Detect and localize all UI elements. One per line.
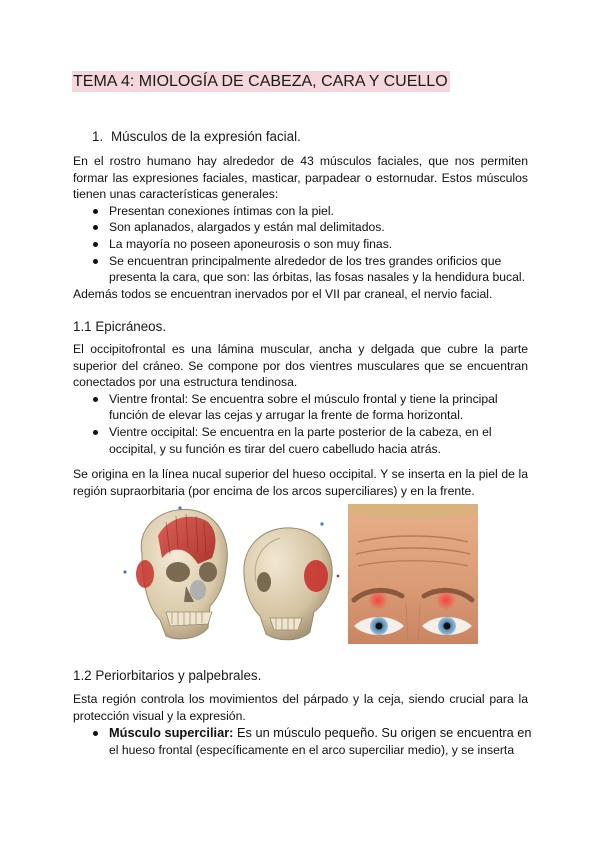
section-1-closing: Además todos se encuentran inervados por el VII par craneal, el nervio facial.: [73, 286, 493, 301]
bullet-dot: [93, 397, 98, 402]
bullet-text: Son aplanados, alargados y están mal delimitados.: [109, 220, 385, 235]
bullet-text-rest: Es un músculo pequeño. Su origen se encuentra en: [233, 725, 532, 740]
section-1-2-heading: 1.2 Periorbitarios y palpebrales.: [73, 668, 262, 683]
section-1-intro-line-1: En el rostro humano hay alrededor de 43 músculos faciales, que nos permiten: [73, 154, 528, 168]
section-1-1-intro-line-3: conectados por una estructura tendinosa.: [73, 375, 298, 390]
section-1-1-origin-line-2: región supraorbitaria (por encima de los arcos superciliares) y en la frente.: [73, 483, 475, 498]
bullet-text: Vientre frontal: Se encuentra sobre el músculo frontal y tiene la principal: [109, 391, 498, 406]
page-title: TEMA 4: MIOLOGÍA DE CABEZA, CARA Y CUELLO: [73, 73, 448, 90]
bullet-text: presenta la cara, que son: las órbitas, las fosas nasales y la hendidura bucal.: [109, 270, 525, 285]
bullet-text: La mayoría no poseen aponeurosis o son muy finas.: [109, 237, 393, 251]
section-1-2-intro-line-2: protección visual y la expresión.: [73, 708, 246, 723]
bullet-dot: [93, 430, 98, 435]
section-1-intro-line-3: tienen unas características generales:: [73, 187, 279, 202]
bullet-dot: [93, 731, 98, 736]
skull-front-view-figure: [120, 502, 238, 646]
section-1-2-intro-line-1: Esta región controla los movimientos del párpado y la ceja, siendo crucial para la: [73, 692, 528, 706]
bullet-text: función de elevar las cejas y arrugar la frente de forma horizontal.: [109, 408, 464, 423]
section-1-heading: Músculos de la expresión facial.: [111, 129, 301, 144]
bullet-text: occipital, y su función es tirar del cuero cabelludo hacia atrás.: [109, 441, 441, 456]
bullet-dot: [93, 242, 98, 247]
bullet-text: Se encuentran principalmente alrededor de los tres grandes orificios que: [109, 253, 502, 268]
section-1-1-intro-line-1: El occipitofrontal es una lámina muscular, ancha y delgada que cubre la parte: [73, 342, 528, 356]
bullet-dot: [93, 225, 98, 230]
section-1-1-origin-line-1: Se origina en la línea nucal superior del hueso occipital. Y se inserta en la piel de la: [73, 467, 528, 481]
skull-side-view-figure: [236, 520, 340, 646]
bullet-text: Vientre occipital: Se encuentra en la parte posterior de la cabeza, en el: [109, 425, 492, 439]
section-1-1-intro-line-2: superior del cráneo. Se compone por dos vientres musculares que se encuentran: [73, 358, 528, 373]
bullet-bold-term: Músculo superciliar:: [109, 725, 234, 740]
forehead-photo-figure: [348, 504, 478, 644]
bullet-text: el hueso frontal (específicamente en el arco superciliar medio), y se inserta: [109, 743, 515, 757]
bullet-dot: [93, 209, 98, 214]
section-1-intro-line-2: formar las expresiones faciales, masticar, parpadear o estornudar. Estos músculos: [73, 170, 528, 185]
section-1-1-heading: 1.1 Epicráneos.: [73, 319, 167, 334]
section-1-number: 1.: [92, 129, 104, 144]
bullet-text: [109, 725, 532, 742]
bullet-dot: [93, 259, 98, 264]
bullet-text: Presentan conexiones íntimas con la piel.: [109, 203, 334, 218]
